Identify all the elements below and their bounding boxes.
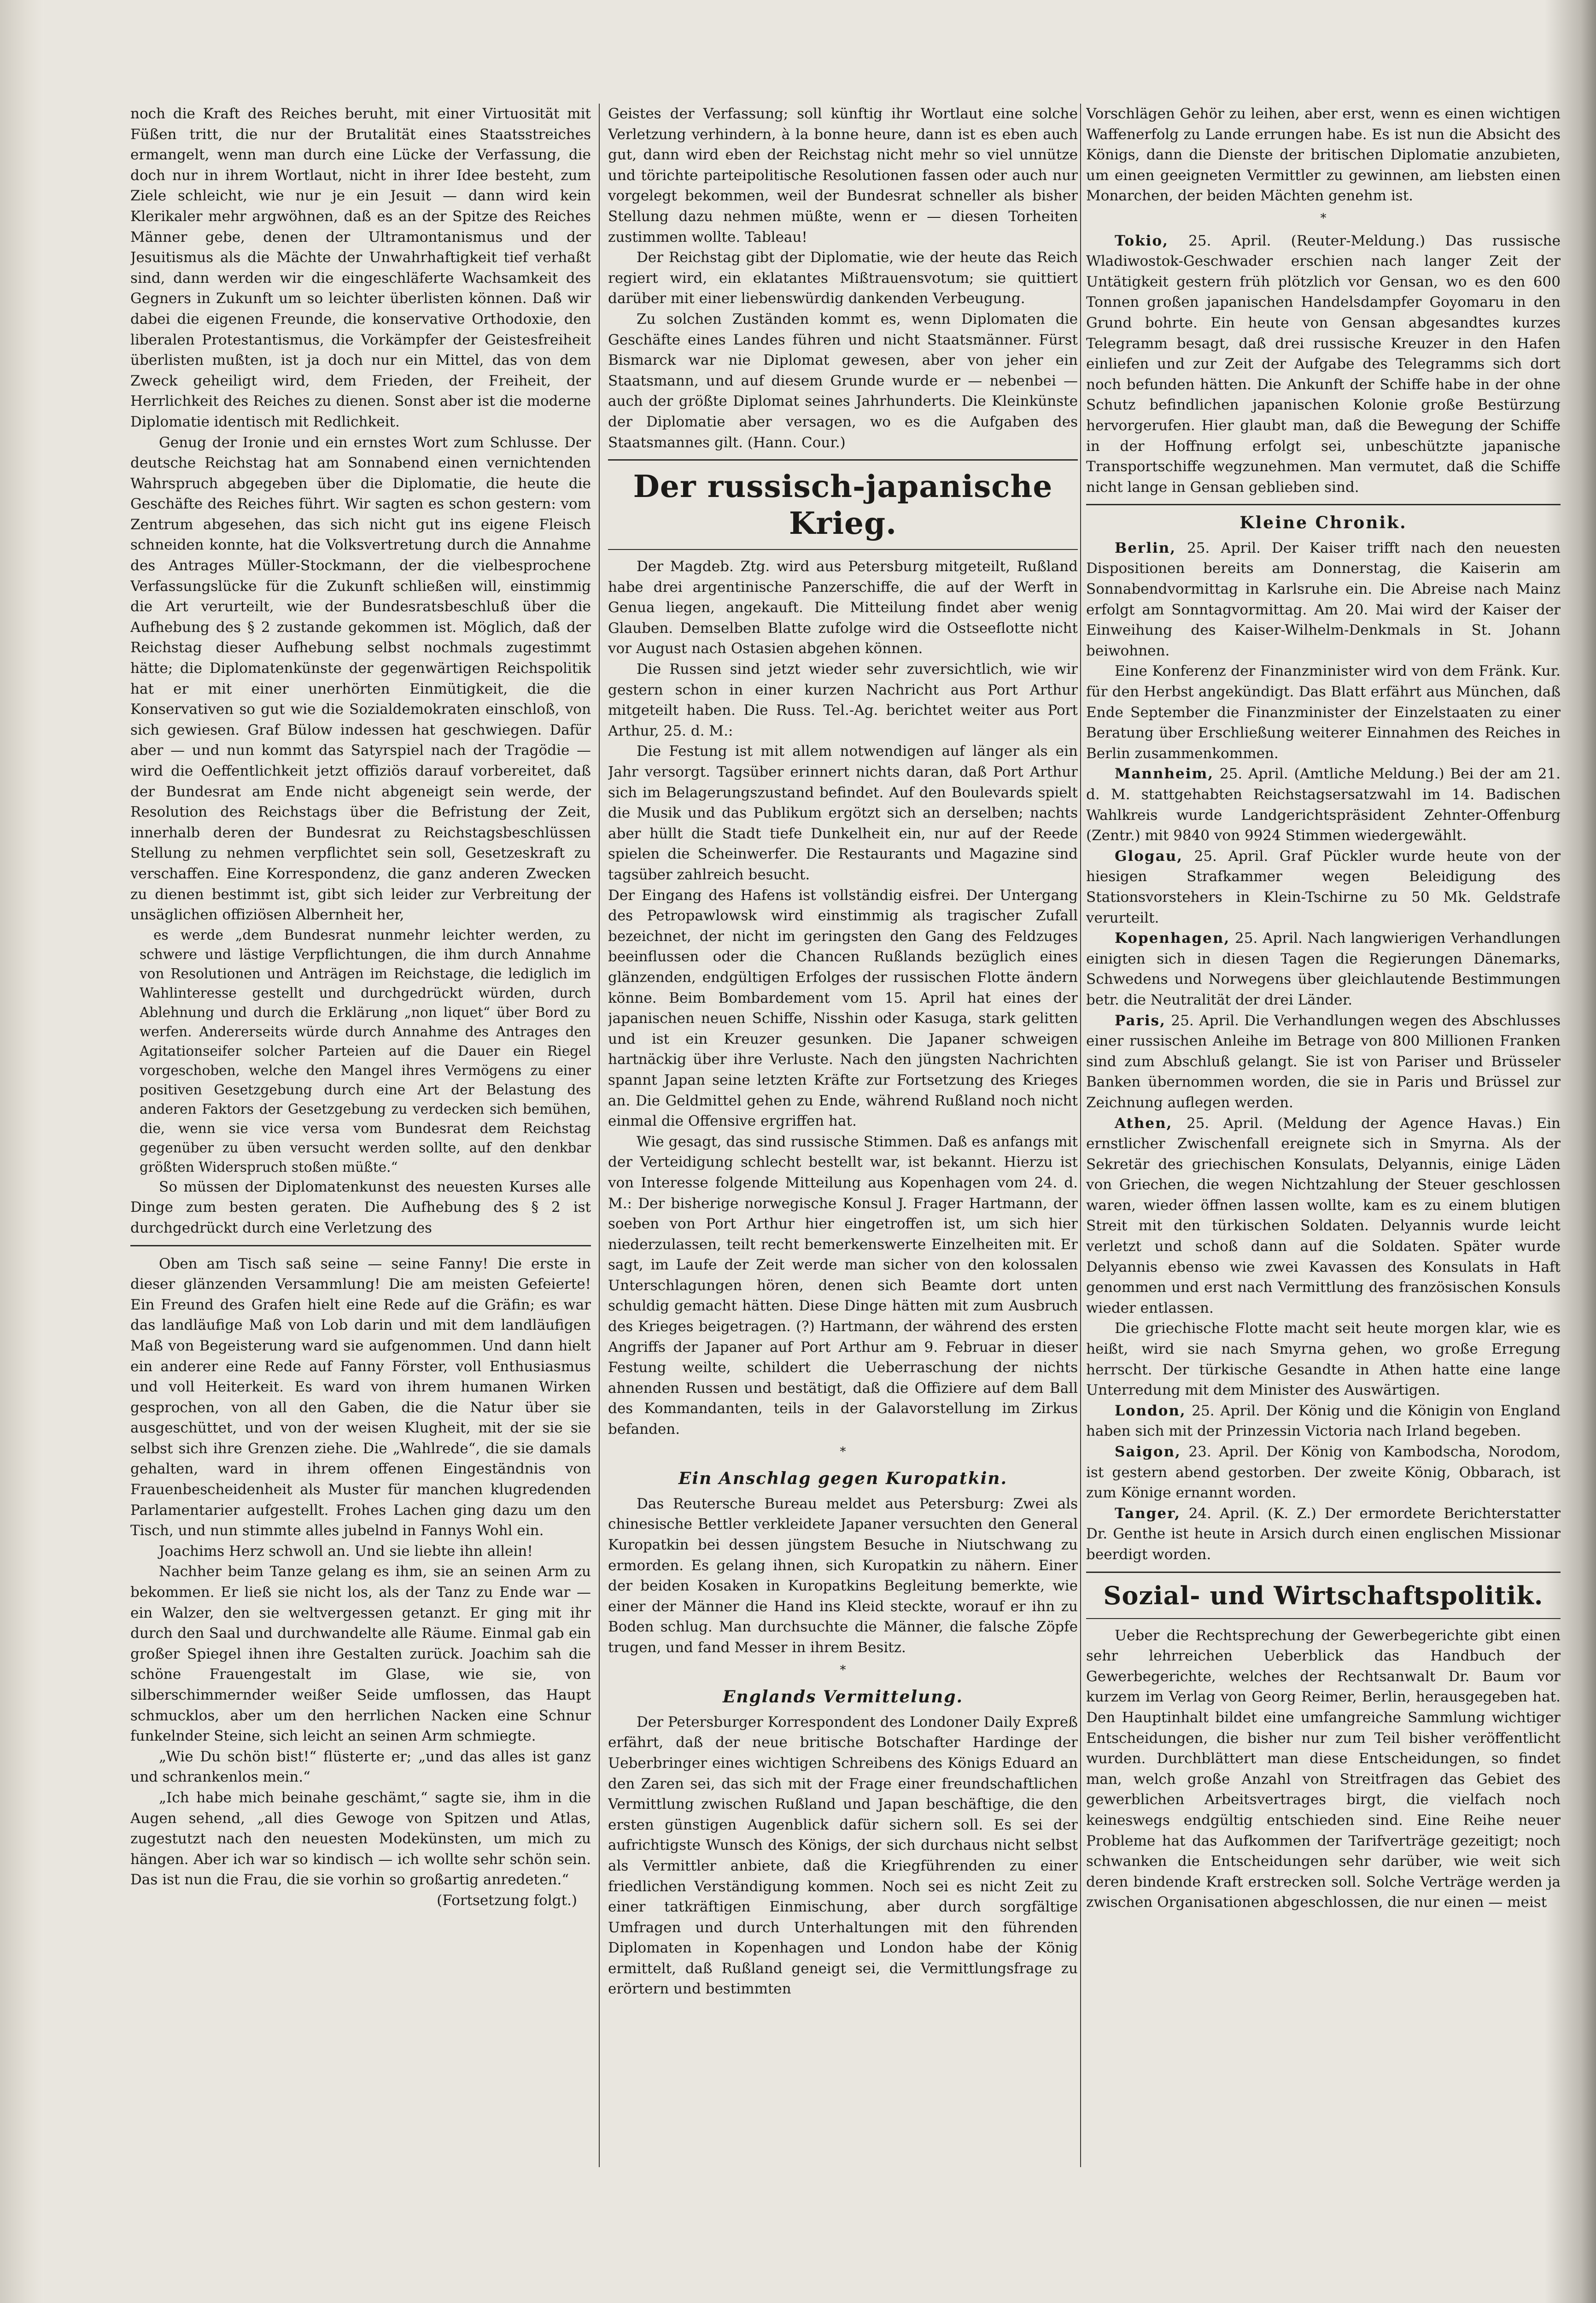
chronik-text: 25. April. Nach langwierigen Verhandlungen einigten sich in diesen Tagen die Regierungen Dänemarks, Schwedens und Norwegens über gleichlautende Bestimmungen betr. die Neutralität der drei Länder. <box>1086 930 1561 1008</box>
dateline-place: Kopenhagen, <box>1115 930 1230 947</box>
news-paragraph: Der Magdeb. Ztg. wird aus Petersburg mitgeteilt, Rußland habe drei argentinische Panzerschiffe, die auf der Werft in Genua liegen, angekauft. Die Mitteilung findet aber wenig Glauben. Demselben Blatte zufolge wird die Ostseeflotte nicht vor August nach Ostasien abgehen können. <box>608 558 1078 657</box>
quoted-passage: es werde „dem Bundesrat nunmehr leichter werden, zu schwere und lästige Verpflichtungen, die ihm durch Annahme von Resolutionen und Anträgen im Reichstage, die lediglich im Wahlinteresse gestellt und durchgedrückt würden, durch Ablehnung und durch die Erklärung „non liquet“ über Bord zu werfen. Andererseits würde durch Annahme des Antrages den Agitationseifer solcher Parteien auf die Dauer ein Riegel vorgeschoben, welche den Mangel ihres Vermögens zu einer positiven Gesetzgebung durch eine Art der Belastung des anderen Faktors der Gesetzgebung zu verdecken sich bemühen, die, wenn sie vice versa vom Bundesrat dem Reichstag gegenüber zu üben versucht werden sollte, auf den denkbar größten Widerspruch stoßen müßte.“ <box>140 927 591 1175</box>
editorial-paragraph: Zu solchen Zuständen kommt es, wenn Diplomaten die Geschäfte eines Landes führen und nicht Staatsmänner. Fürst Bismarck war nie Diplomat gewesen, aber von jeher ein Staatsmann, und auf diesem Grunde wurde er — nebenbei — auch der größte Diplomat seines Jahrhunderts. Die Kleinkünste der Diplomatie aber versagen, wo es die Aufgaben des Staatsmannes gilt. (Hann. Cour.) <box>608 310 1078 451</box>
section-divider <box>1086 1572 1561 1573</box>
news-paragraph: Vorschlägen Gehör zu leihen, aber erst, wenn es einen wichtigen Waffenerfolg zu Lande errungen habe. Es ist nun die Absicht des Königs, dann die Dienste der britischen Diplomatie anzubieten, um einen geeigneten Vermittler zu gewinnen, am liebsten einen Monarchen, der beiden Mächten genehm ist. <box>1086 105 1561 205</box>
chronik-item <box>1086 1503 1561 1565</box>
chronik-text: 25. April. Graf Pückler wurde heute von der hiesigen Strafkammer wegen Beleidigung des Stationsvorstehers in Klein-Tschirne zu 50 Mk. Geldstrafe verurteilt. <box>1086 848 1561 926</box>
chronik-text: 24. April. (K. Z.) Der ermordete Berichterstatter Dr. Genthe ist heute in Arsich durch einen englischen Missionar beerdigt worden. <box>1086 1505 1561 1563</box>
novel-paragraph: Joachims Herz schwoll an. Und sie liebte ihn allein! <box>159 1543 533 1560</box>
column-rule-2 <box>1080 104 1081 2167</box>
continuation-note: (Fortsetzung folgt.) <box>437 1892 577 1909</box>
chronik-item <box>1086 1401 1561 1442</box>
dateline-place: Mannheim, <box>1115 766 1214 783</box>
news-paragraph: Wie gesagt, das sind russische Stimmen. Daß es anfangs mit der Verteidigung schlecht bestellt war, ist bekannt. Hierzu ist von Interesse folgende Mitteilung aus Kopenhagen vom 24. d. M.: Der bisherige norwegische Konsul J. Frager Hartmann, der soeben von Port Arthur hier eingetroffen ist, um sich hier niederzulassen, teilt recht bemerkenswerte Einzelheiten mit. Er sagt, im Laufe der Zeit werde man sicher von den kolossalen Unterschlagungen hören, denen sich Beamte dort unten schuldig gemacht hätten. Diese Dinge hätten mit zum Ausbruch des Krieges beigetragen. (?) Hartmann, der während des ersten Angriffs der Japaner auf Port Arthur am 9. Februar in dieser Festung weilte, schildert die Ueberraschung der nichts ahnenden Russen und bestätigt, daß die Offiziere auf dem Ball des Kommandanten, teils in der Galavorstellung im Zirkus befanden. <box>608 1133 1078 1438</box>
chronik-text: Eine Konferenz der Finanzminister wird von dem Fränk. Kur. für den Herbst angekündigt. Das Blatt erfährt aus München, daß Ende September die Finanzminister der Einzelstaaten zu einer Beratung über Erschließung weiterer Einnahmen des Reiches in Berlin zusammenkommen. <box>1086 663 1561 762</box>
section-divider <box>608 549 1078 550</box>
dateline-place: Paris, <box>1115 1012 1166 1029</box>
news-paragraph: Der Petersburger Korrespondent des Londoner Daily Expreß erfährt, daß der neue britische Botschafter Hardinge der Ueberbringer eines wichtigen Schreibens des Königs Eduard an den Zaren sei, das sich mit der Frage einer freundschaftlichen Vermittlung zwischen Rußland und Japan beschäftige, die den ersten günstigen Augenblick dafür sichern soll. Es sei der aufrichtigste Wunsch des Königs, der sich durchaus nicht selbst als Vermittler anbiete, daß die Kriegführenden zu einer friedlichen Verständigung kommen. Noch sei es nicht Zeit zu einer tatkräftigen Einmischung, aber durch sorgfältige Umfragen und durch Unterhaltungen mit den führenden Diplomaten in Kopenhagen und London habe der König ermittelt, daß Rußland geneigt sei, die Vermittlungsfrage zu erörtern und bestimmten <box>608 1713 1078 1998</box>
separator-star: * <box>1320 211 1327 225</box>
chronik-list <box>1086 538 1561 1565</box>
section-headline-sozial: Sozial- und Wirtschaftspolitik. <box>1103 1580 1543 1610</box>
chronik-text: Die griechische Flotte macht seit heute morgen klar, wie es heißt, wird sie nach Smyrna gehen, wo große Erregung herrscht. Der türkische Gesandte in Athen hatte eine lange Unterredung mit dem Minister des Auswärtigen. <box>1086 1320 1561 1399</box>
chronik-item <box>1086 764 1561 846</box>
dateline-place: Glogau, <box>1115 848 1183 865</box>
chronik-item <box>1086 538 1561 661</box>
dateline-place: London, <box>1115 1402 1186 1419</box>
novel-paragraph: „Wie Du schön bist!“ flüsterte er; „und das alles ist ganz und schrankenlos mein.“ <box>130 1748 591 1786</box>
separator-star: * <box>840 1444 846 1459</box>
column-right <box>1086 104 1561 2167</box>
subheadline-kuropatkin: Ein Anschlag gegen Kuropatkin. <box>678 1469 1007 1489</box>
chronik-item <box>1086 1113 1561 1319</box>
chronik-text: 25. April. Der König und die Königin von England haben sich mit der Prinzessin Victoria nach Irland begeben. <box>1086 1402 1561 1440</box>
editorial-paragraph: Genug der Ironie und ein ernstes Wort zum Schlusse. Der deutsche Reichstag hat am Sonnabend einen vernichtenden Wahrspruch abgegeben über die Diplomatie, die heute die Geschäfte des Reiches führt. Wir sagten es schon gestern: vom Zentrum abgesehen, das sich nicht gut ins eigene Fleisch schneiden konnte, hat die Volksvertretung durch die Annahme des Antrages Müller-Stockmann, der die vielbesprochene Verfassungslücke für die Zukunft schließen will, einstimmig die Art verurteilt, wie der Bundesratsbeschluß über die Aufhebung des § 2 zustande gekommen ist. Möglich, daß der Reichstag dieser Aufhebung selbst nochmals zugestimmt hätte; die Diplomatenkünste der gegenwärtigen Reichspolitik hat er mit einer unerhörten Einmütigkeit, die die Konservativen so gut wie die Sozialdemokraten einschloß, von sich gewiesen. Graf Bülow indessen hat geschwiegen. Dafür aber — und nun kommt das Satyrspiel nach der Tragödie — wird die Oeffentlichkeit jetzt offiziös darauf vorbereitet, daß der Bundesrat am Ende nicht abgeneigt sein werde, der Resolution des Reichstags über die Befristung der Zeit, innerhalb deren der Bundesrat zu Reichstagsbeschlüssen Stellung zu nehmen verpflichtet sein soll, Gesetzeskraft zu verschaffen. Eine Korrespondenz, die ganz anderen Zwecken zu dienen bestimmt ist, gibt sich leider zur Verbreitung der unsäglichen offiziösen Albernheit her, <box>130 434 591 924</box>
chronik-item <box>1086 1442 1561 1503</box>
dateline-place: Saigon, <box>1115 1444 1181 1460</box>
dateline-place: Tanger, <box>1115 1505 1181 1522</box>
separator-star: * <box>840 1663 846 1677</box>
editorial-paragraph: Geistes der Verfassung; soll künftig ihr Wortlaut eine solche Verletzung verhindern, à la bonne heure, dann ist es eben auch gut, dann wird eben der Reichstag nicht mehr so viel unnütze und törichte parteipolitische Resolutionen fassen oder auch nur vorgelegt bekommen, weil der Bundesrat schneller als bisher Stellung dazu nehmen müßte, wenn er — diesen Torheiten zustimmen wollte. Tableau! <box>608 105 1078 245</box>
section-divider <box>1086 1618 1561 1619</box>
chronik-item <box>1086 1011 1561 1113</box>
news-paragraph: Ueber die Rechtsprechung der Gewerbegerichte gibt einen sehr lehrreichen Ueberblick das Handbuch der Gewerbegerichte, welches der Rechtsanwalt Dr. Baum vor kurzem im Verlag von Georg Reimer, Berlin, herausgegeben hat. Den Hauptinhalt bildet eine umfangreiche Sammlung wichtiger Entscheidungen, die bisher nur zum Teil bisher veröffentlicht wurden. Durchblättert man diese Entscheidungen, so findet man, welch große Anzahl von Streitfragen das Gebiet des gewerblichen Arbeitsvertrages birgt, die vielfach noch keineswegs endgültig entschieden sind. Eine Reihe neuer Probleme hat das Aufkommen der Tarifverträge gezeitigt; noch schwanken die Entscheidungen sehr darüber, wie weit sich deren bindende Kraft erstrecken soll. Solche Verträge werden ja zwischen Organisationen abgeschlossen, die nur einen — meist <box>1086 1627 1561 1911</box>
chronik-item <box>1086 846 1561 928</box>
chronik-item <box>1086 661 1561 764</box>
section-divider <box>608 459 1078 461</box>
subheadline-england: Englands Vermittelung. <box>722 1687 964 1707</box>
dateline-place: Athen, <box>1115 1115 1173 1132</box>
chronik-text: 25. April. (Meldung der Agence Havas.) Ein ernstlicher Zwischenfall ereignete sich in Smyrna. Als der Sekretär des griechischen Konsulats, Delyannis, einige Läden von Griechen, die wegen Nichtzahlung der Steuer geschlossen waren, wieder öffnen lassen wollte, kam es zu einem blutigen Streit mit den türkischen Soldaten. Delyannis wurde leicht verletzt und schoß dann auf die Soldaten. Später wurde Delyannis ebenso wie zwei Kavassen des Konsulats in Haft genommen und erst nach Vermittlung des französischen Konsuls wieder entlassen. <box>1086 1115 1561 1316</box>
news-paragraph: Das Reutersche Bureau meldet aus Petersburg: Zwei als chinesische Bettler verkleidete Japaner versuchten den General Kuropatkin bei dessen jüngstem Besuche in Niutschwang zu ermorden. Es gelang ihnen, sich Kuropatkin zu nähern. Einer der beiden Kosaken in Kuropatkins Begleitung bemerkte, wie einer der Männer die Hand ins Kleid steckte, worauf er ihn zu Boden schlug. Man durchsuchte die Männer, die falsche Zöpfe trugen, und fand Messer in ihrem Besitz. <box>608 1495 1078 1656</box>
editorial-paragraph: Der Reichstag gibt der Diplomatie, wie der heute das Reich regiert wird, ein eklatantes Mißtrauensvotum; sie quittiert darüber mit einer liebenswürdig dankenden Verbeugung. <box>608 249 1078 307</box>
chronik-item <box>1086 1318 1561 1400</box>
column-rule-1 <box>599 104 600 2167</box>
novel-paragraph: Oben am Tisch saß seine — seine Fanny! Die erste in dieser glänzenden Versammlung! Die am meisten Gefeierte! Ein Freund des Grafen hielt eine Rede auf die Gräfin; es war das landläufige Maß von Lob darin und mit dem landläufigen Maß von Begeisterung ward sie aufgenommen. Und dann hielt ein anderer eine Rede auf Fanny Förster, voll Enthusiasmus und voll Heiterkeit. Es ward von ihrem humanen Wirken gesprochen, von all den Gaben, die die Natur über sie ausgeschüttet, und von der weisen Klugheit, mit der sie sie selbst sich ihre Grenzen ziehe. Die „Wahlrede“, die sie damals gehalten, ward in ihrem offenen Eingeständnis von Frauenbescheidenheit als Muster für manchen klugredenden Parlamentarier aufgestellt. Frohes Lachen ging dazu um den Tisch, und nun stimmte alles jubelnd in Fannys Wohl ein. <box>130 1255 591 1539</box>
column-middle <box>608 104 1078 2167</box>
news-paragraph-tokio <box>1086 231 1561 498</box>
chronik-text: 25. April. Der Kaiser trifft nach den neuesten Dispositionen bereits am Donnerstag, die Kaiserin am Sonnabendvormittag in Karlsruhe ein. Die Abreise nach Mainz erfolgt am Sonntagvormittag. Am 20. Mai wird der Kaiser der Einweihung des Kaiser-Wilhelm-Denkmals in St. Johann beiwohnen. <box>1086 539 1561 659</box>
editorial-paragraph: noch die Kraft des Reiches beruht, mit einer Virtuosität mit Füßen tritt, die nur der Brutalität eines Staatsstreiches ermangelt, wenn man durch eine Lücke der Verfassung, die doch nur in ihrem Wortlaut, nicht in ihrer Idee besteht, zum Ziele schleicht, wie nur je ein Jesuit — dann wird kein Klerikaler mehr argwöhnen, daß es an der Spitze des Reiches Männer gebe, denen der Ultramontanismus und der Jesuitismus als die Mächte der Unwahrhaftigkeit tief verhaßt sind, dann werden wir die eingeschläferte Wachsamkeit des Gegners in Zukunft um so leichter überlisten können. Daß wir dabei die eigenen Freunde, die konservative Orthodoxie, den liberalen Protestantismus, die Vorkämpfer der Geistesfreiheit überlisten mußten, ist ja doch nur ein Mittel, das von dem Zweck geheiligt wird, dem Frieden, der Freiheit, der Herrlichkeit des Reiches zu dienen. Sonst aber ist die moderne Diplomatie identisch mit Redlichkeit. <box>130 105 591 430</box>
column-left <box>130 104 591 2167</box>
chronik-text: 23. April. Der König von Kambodscha, Norodom, ist gestern abend gestorben. Der zweite König, Obbarach, ist zum Könige ernannt worden. <box>1086 1444 1561 1502</box>
chronik-text: 25. April. (Amtliche Meldung.) Bei der am 21. d. M. stattgehabten Reichstagsersatzwahl im 14. Badischen Wahlkreis wurde Landgerichtspräsident Zehnter-Offenburg (Zentr.) mit 9840 von 9924 Stimmen wiedergewählt. <box>1086 766 1561 844</box>
section-headline-chronik: Kleine Chronik. <box>1239 513 1407 533</box>
news-paragraph: Der Eingang des Hafens ist vollständig eisfrei. Der Untergang des Petropawlowsk wird einstimmig als tragischer Zufall bezeichnet, der nicht im geringsten den Gang des Feldzuges beeinflussen oder die Chancen Rußlands bezüglich eines glänzenden, endgültigen Erfolges der russischen Flotte ändern könne. Beim Bombardement vom 15. April hat eines der japanischen neuen Schiffe, Nisshin oder Kasuga, stark gelitten und ist ein Kreuzer gesunken. Die Japaner schweigen hartnäckig über ihre Verluste. Nach den jüngsten Nachrichten spannt Japan seine letzten Kräfte zur Fortsetzung des Krieges an. Die Geldmittel gehen zu Ende, während Rußland noch nicht einmal die Offensive ergriffen hat. <box>608 887 1078 1130</box>
chronik-text: 25. April. Die Verhandlungen wegen des Abschlusses einer russischen Anleihe im Betrage von 800 Millionen Franken sind zum Abschluß gelangt. Sie ist von Pariser und Brüsseler Banken übernommen worden, die sie in Paris und Brüssel zur Zeichnung auflegen werden. <box>1086 1012 1561 1111</box>
page-binding-edge <box>0 0 44 2303</box>
news-paragraph: Die Russen sind jetzt wieder sehr zuversichtlich, wie wir gestern schon in einer kurzen Nachricht aus Port Arthur mitgeteilt haben. Die Russ. Tel.-Ag. berichtet weiter aus Port Arthur, 25. d. M.: <box>608 661 1078 739</box>
dateline-place: Berlin, <box>1115 539 1176 556</box>
section-divider <box>1086 504 1561 505</box>
dateline-place: Tokio, <box>1115 232 1169 249</box>
news-text: 25. April. (Reuter-Meldung.) Das russische Wladiwostok-Geschwader erschien nach langer Zeit der Untätigkeit gestern früh plötzlich vor Gensan, wo es den 600 Tonnen großen japanischen Handelsdampfer Goyomaru in den Grund bohrte. Ein heute von Gensan abgesandtes kurzes Telegramm besagt, daß drei russische Kreuzer in den Hafen einliefen und zur Zeit der Aufgabe des Telegramms sich dort noch befunden hätten. Die Ankunft der Schiffe habe in der ohne Schutz befindlichen japanischen Kolonie große Bestürzung hervorgerufen. Hier glaubt man, daß die Bewegung der Schiffe in der Hoffnung erfolgt sei, unbeschützte japanische Transportschiffe wegzunehmen. Man vermutet, daß die Schiffe nicht lange in Gensan geblieben sind. <box>1086 232 1561 496</box>
novel-paragraph: „Ich habe mich beinahe geschämt,“ sagte sie, ihm in die Augen sehend, „all dies Gewoge von Spitzen und Atlas, zugestutzt nach den neuesten Modekünsten, um mich zu hängen. Aber ich war so kindisch — ich wollte sehr schön sein. Das ist nun die Frau, die sie vorhin so großartig anredeten.“ <box>130 1789 591 1888</box>
feuilleton-divider <box>130 1245 591 1246</box>
section-headline-war: Der russisch-japanische Krieg. <box>633 468 1053 542</box>
novel-paragraph: Nachher beim Tanze gelang es ihm, sie an seinen Arm zu bekommen. Er ließ sie nicht los, als der Tanz zu Ende war — ein Walzer, den sie weltvergessen getanzt. Er ging mit ihr durch den Saal und durchwandelte alle Räume. Einmal gab ein großer Spiegel ihnen ihre Gestalten zurück. Joachim sah die schöne Frauengestalt im Glase, wie sie, von silberschimmernder weißer Seide umflossen, das Haupt schmucklos, aber um den herrlichen Nacken eine Schnur funkelnder Steine, sich leicht an seinen Arm schmiegte. <box>130 1563 591 1745</box>
editorial-paragraph: So müssen der Diplomatenkunst des neuesten Kurses alle Dinge zum besten geraten. Die Aufhebung des § 2 ist durchgedrückt durch eine Verletzung des <box>130 1178 591 1236</box>
news-paragraph: Die Festung ist mit allem notwendigen auf länger als ein Jahr versorgt. Tagsüber erinnert nichts daran, daß Port Arthur sich im Belagerungszustand befindet. Auf den Boulevards spielt die Musik und das Publikum ergötzt sich an derselben; nachts aber hüllt die Stadt tiefe Dunkelheit ein, nur auf der Reede spielen die Scheinwerfer. Die Restaurants und Magazine sind tagsüber zahlreich besucht. <box>608 743 1078 883</box>
chronik-item <box>1086 928 1561 1010</box>
